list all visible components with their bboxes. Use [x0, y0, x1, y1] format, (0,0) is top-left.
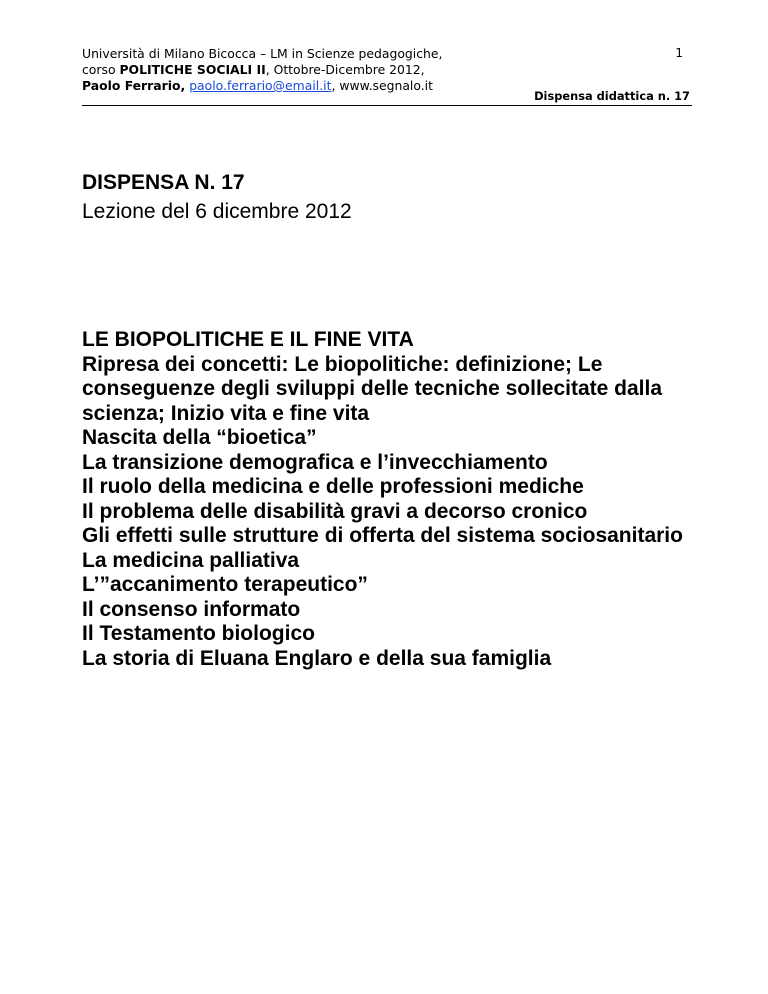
header-course-name: POLITICHE SOCIALI II — [119, 62, 266, 77]
header-course-period: , Ottobre-Dicembre 2012, — [265, 62, 425, 77]
header-author: Paolo Ferrario, — [82, 78, 186, 93]
topic-item: Il consenso informato — [82, 597, 301, 621]
header-website: , www.segnalo.it — [331, 78, 433, 93]
document-title: DISPENSA N. 17 — [82, 171, 245, 194]
topic-item: Il problema delle disabilità gravi a decorso cronico — [82, 499, 588, 523]
page-number: 1 — [675, 46, 683, 60]
topic-item: La storia di Eluana Englaro e della sua famiglia — [82, 646, 552, 670]
topic-item: L’”accanimento terapeutico” — [82, 573, 368, 596]
topics-list — [82, 328, 722, 671]
header-course-prefix: corso — [82, 62, 120, 77]
topic-item: La medicina palliativa — [82, 548, 300, 572]
dispensa-label: Dispensa didattica n. 17 — [534, 89, 690, 103]
header-author-line — [82, 78, 502, 94]
document-subtitle: Lezione del 6 dicembre 2012 — [82, 200, 352, 223]
topic-item: Il ruolo della medicina e delle professioni mediche — [82, 475, 584, 498]
topic-item: La transizione demografica e l’invecchiamento — [82, 450, 548, 474]
topic-item: LE BIOPOLITICHE E IL FINE VITA — [82, 328, 414, 351]
document-header — [82, 46, 502, 94]
topic-item: Il Testamento biologico — [82, 622, 315, 645]
header-course-line — [82, 62, 502, 78]
header-divider — [82, 105, 692, 106]
author-email-link[interactable]: paolo.ferrario@email.it — [189, 78, 332, 93]
header-institution: Università di Milano Bicocca – LM in Scienze pedagogiche, — [82, 46, 443, 61]
topic-item: Nascita della “bioetica” — [82, 426, 317, 449]
topic-item: Ripresa dei concetti: Le biopolitiche: definizione; Le conseguenze degli sviluppi delle tecniche sollecitate dalla scienza; Inizio vita e fine vita — [82, 352, 663, 425]
topic-item: Gli effetti sulle strutture di offerta del sistema sociosanitario — [82, 524, 683, 547]
